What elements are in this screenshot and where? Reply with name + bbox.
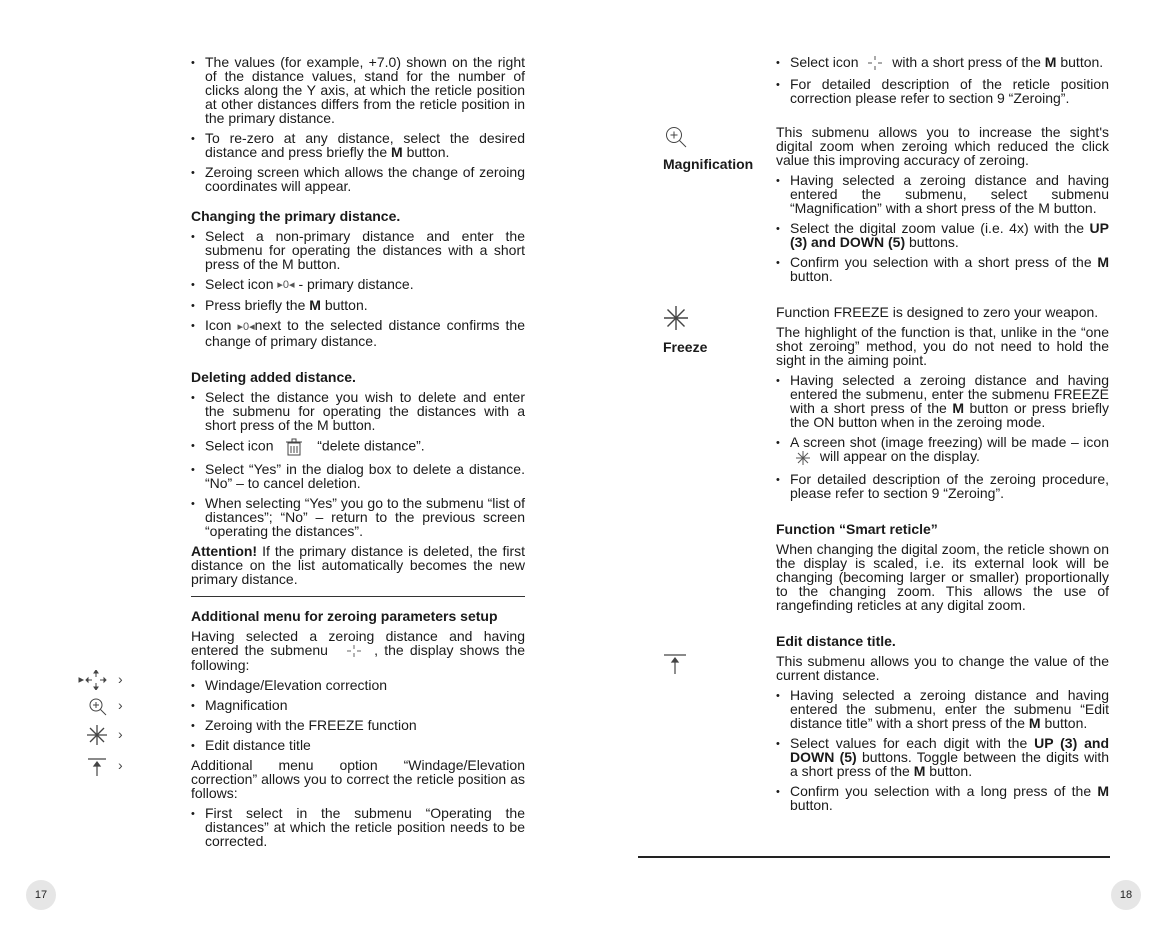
reticle-icon [334,644,374,658]
list-item: • Edit distance title [191,738,525,752]
paragraph: Having selected a zeroing distance and having entered the submenu , the display shows the following: [191,627,525,673]
list-item: • Windage/Elevation correction [191,678,525,692]
edit-list [776,688,1109,812]
list-item: • Icon ▸0◂next to the selected distance confirms the change of primary distance. [191,318,525,347]
page-number: 18 [1111,880,1141,910]
left-column [191,55,525,854]
list-item: • Press briefly the M button. [191,298,525,312]
freeze-icon [663,305,689,331]
paragraph: When changing the digital zoom, the reticle shown on the display is scaled, i.e. its external look will be changing (becoming larger or smaller) proportionally to the changing zoom. This allows the use of rangefinding reticles at any digital zoom. [776,540,1109,613]
right-column [776,55,1109,818]
list-item: • Select “Yes” in the dialog box to delete a distance. “No” – to cancel deletion. [191,462,525,490]
chevron-right-icon: › [118,757,123,773]
list-item: • Having selected a zeroing distance and having entered the submenu, enter the submenu “Edit distance title” with a short press of the M button. [776,688,1109,730]
freeze-label: Freeze [663,339,708,355]
list-item: • Zeroing screen which allows the change of zeroing coordinates will appear. [191,165,525,193]
chevron-right-icon: › [118,697,123,713]
primary-list [191,229,525,348]
list-item: • Zeroing with the FREEZE function [191,718,525,732]
list-item: • Having selected a zeroing distance and having entered the submenu, enter the submenu FREEZE with a short press of the M button or press briefly the ON button when in the zeroing mode. [776,373,1109,429]
freeze-icon [790,450,816,466]
divider [638,856,1110,858]
list-item: • First select in the submenu “Operating the distances” at which the reticle position needs to be corrected. [191,806,525,848]
edit-distance-icon [663,653,687,675]
intro-list [191,55,525,193]
list-item: • To re-zero at any distance, select the desired distance and press briefly the M button. [191,131,525,159]
section-heading: Changing the primary distance. [191,208,401,224]
trash-icon [277,438,313,456]
magnify-icon [664,125,688,149]
primary-distance-icon: ▸0◂ [237,320,255,333]
magnification-label: Magnification [663,156,754,172]
chevron-right-icon: › [118,671,123,687]
magnification-list [776,173,1109,283]
list-item: • Select the distance you wish to delete and enter the submenu for operating the distances with a short press of the M button. [191,390,525,432]
paragraph: Additional menu option “Windage/Elevation correction” allows you to correct the reticle position as follows: [191,756,525,801]
divider [191,596,525,597]
section-heading: Function “Smart reticle” [776,520,938,537]
windage-list [191,806,525,848]
paragraph: This submenu allows you to increase the sight's digital zoom when zeroing which reduced the click value this improving accuracy of zeroing. [776,124,1109,169]
additional-list [191,678,525,752]
freeze-icon [86,724,108,746]
page-number: 17 [26,880,56,910]
list-item: • Select icon ▸0◂ - primary distance. [191,277,525,292]
list-item: • Confirm you selection with a short press of the M button. [776,255,1109,283]
chevron-right-icon: › [118,726,123,742]
paragraph: This submenu allows you to change the value of the current distance. [776,652,1109,683]
top-list [776,55,1109,105]
list-item: • Select icon “delete distance”. [191,438,525,456]
list-item: • Select values for each digit with the UP (3) and DOWN (5) buttons. Toggle between the digits with a short press of the M button. [776,736,1109,778]
section-heading: Edit distance title. [776,632,896,649]
section-heading: Deleting added distance. [191,368,356,385]
list-item: • When selecting “Yes” you go to the submenu “list of distances”; “No” – return to the previous screen “operating the distances”. [191,496,525,538]
list-item: • Select icon with a short press of the M button. [776,55,1109,71]
list-item: • Confirm you selection with a long press of the M button. [776,784,1109,812]
list-item: • Select a non-primary distance and enter the submenu for operating the distances with a short press of the M button. [191,229,525,271]
list-item: • For detailed description of the reticle position correction please refer to section 9 “Zeroing”. [776,77,1109,105]
windage-icon [862,55,888,71]
list-item: • A screen shot (image freezing) will be made – icon will appear on the display. [776,435,1109,465]
list-item: • Select the digital zoom value (i.e. 4x) with the UP (3) and DOWN (5) buttons. [776,221,1109,249]
list-item: • For detailed description of the zeroing procedure, please refer to section 9 “Zeroing”. [776,472,1109,500]
magnify-icon [88,697,108,717]
primary-distance-icon: ▸0◂ [277,279,295,292]
delete-list [191,390,525,538]
list-item: • Having selected a zeroing distance and having entered the submenu, select submenu “Magnification” with a short press of the M button. [776,173,1109,215]
attention-note: Attention! If the primary distance is deleted, the first distance on the list automatically becomes the new primary distance. [191,542,526,587]
paragraph: Function FREEZE is designed to zero your weapon. [776,304,1099,321]
paragraph: The highlight of the function is that, unlike in the “one shot zeroing” method, you do not need to hold the sight in the aiming point. [776,324,1109,369]
freeze-list [776,373,1109,499]
list-item: • The values (for example, +7.0) shown on the right of the distance values, stand for the number of clicks along the Y axis, at which the reticle position at other distances differs from the reticle position in the primary distance. [191,55,525,125]
section-heading: Additional menu for zeroing parameters setup [191,607,498,624]
windage-icon [78,670,110,690]
list-item: • Magnification [191,698,525,712]
edit-distance-icon [87,757,107,777]
